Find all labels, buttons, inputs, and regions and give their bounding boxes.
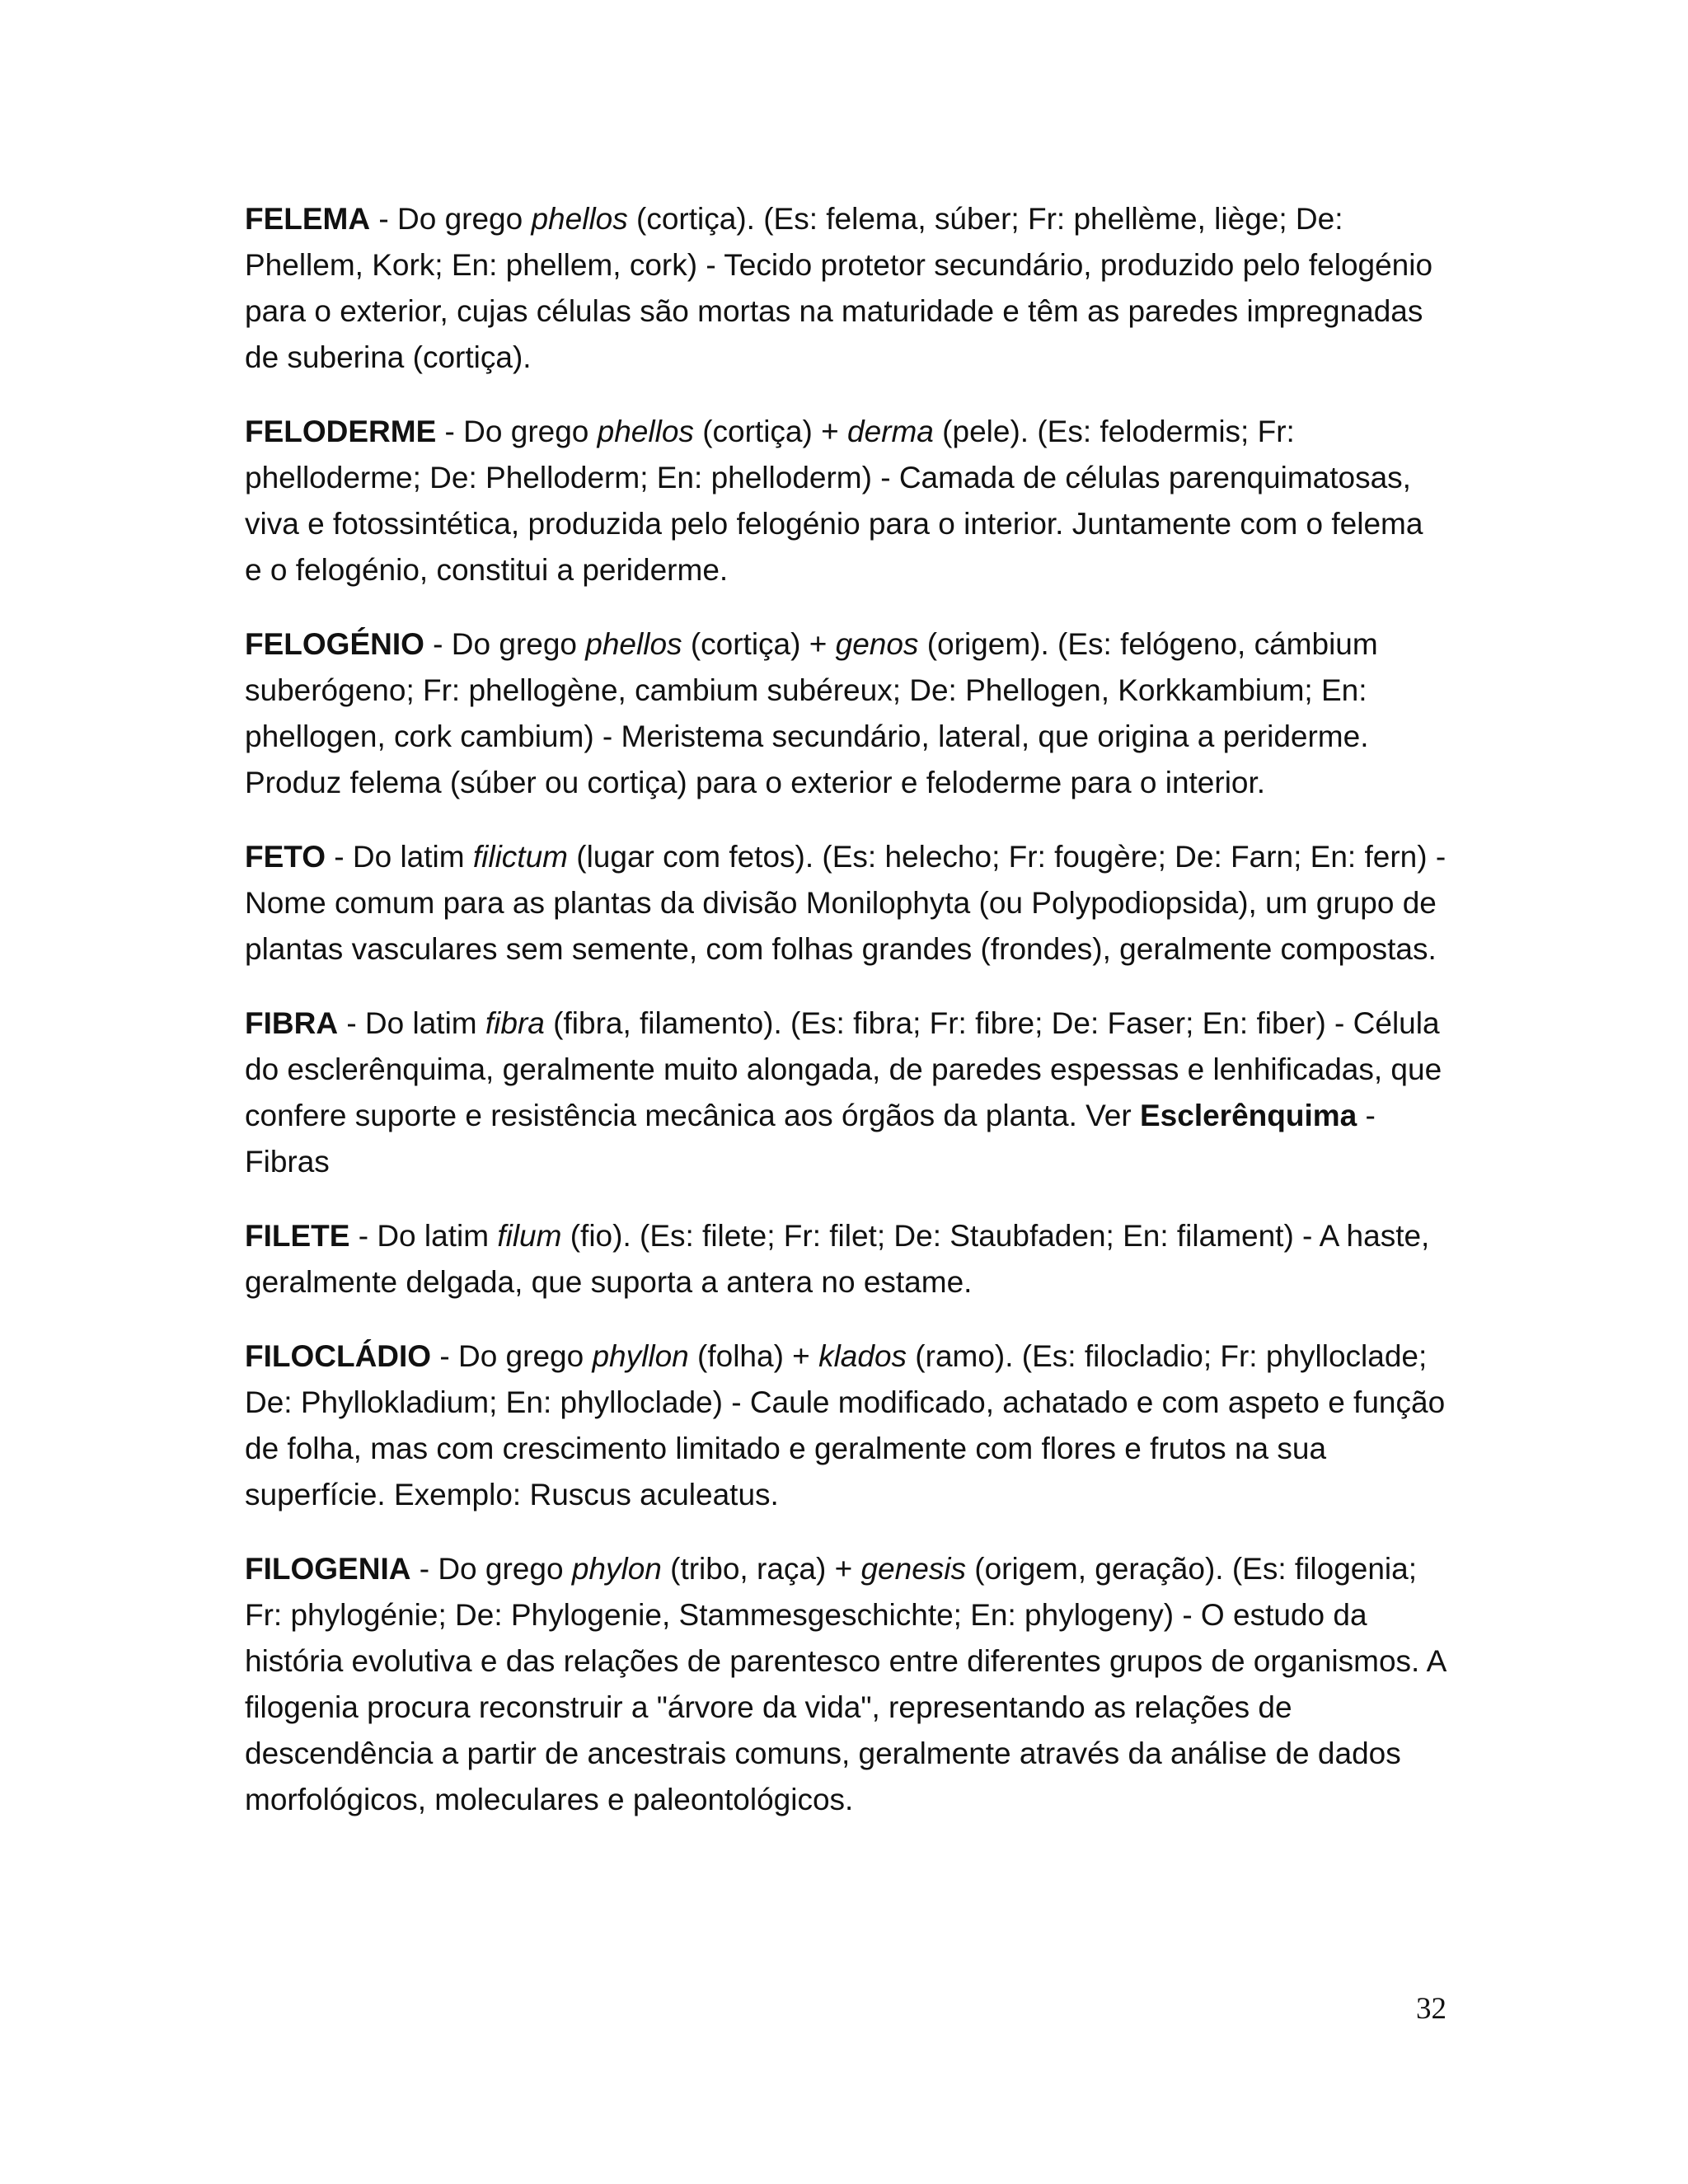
entry-text: (fibra, filamento). (Es: fibra; Fr: fibre; De: Faser; En: fiber) - Célula do esclerênquima, geralmente muito alongada, de paredes espessas e lenhificadas, que confere suporte e resistência mecânica aos órgãos da planta. Ver: [245, 1006, 1442, 1132]
entry-text: (origem). (Es: felógeno, cámbium suberógeno; Fr: phellogène, cambium subéreux; De: Phellogen, Korkkambium; En: phellogen, cork cambium) - Meristema secundário, lateral, que origina a periderme. Produz felema (súber ou cortiça) para o exterior e feloderme para o interior.: [245, 627, 1378, 799]
etymology-word: fibra: [485, 1006, 545, 1040]
glossary-entry-filocladio: [245, 1333, 1448, 1518]
etymology-word: filum: [497, 1219, 562, 1253]
glossary-page-content: [245, 196, 1448, 1851]
entry-text: - Do grego: [410, 1552, 572, 1586]
glossary-entry-fibra: [245, 1001, 1448, 1185]
glossary-entry-feto: [245, 834, 1448, 972]
entry-term: FIBRA: [245, 1006, 339, 1040]
entry-text: - Do grego: [424, 627, 586, 661]
entry-text: (ramo). (Es: filocladio; Fr: phylloclade; De: Phyllokladium; En: phylloclade) - Caule modificado, achatado e com aspeto e função de folha, mas com crescimento limitado e geralmente com flores e frutos na sua superfície. Exemplo: Ruscus aculeatus.: [245, 1339, 1446, 1511]
etymology-word: genesis: [860, 1552, 966, 1586]
etymology-word: phellos: [585, 627, 682, 661]
entry-term: FILETE: [245, 1219, 350, 1253]
etymology-word: phellos: [531, 202, 628, 236]
page-number: 32: [1416, 1992, 1447, 2026]
entry-text: - Do grego: [370, 202, 532, 236]
entry-text: - Do grego: [436, 415, 598, 448]
entry-text: (cortiça). (Es: felema, súber; Fr: phellème, liège; De: Phellem, Kork; En: phellem, cork) - Tecido protetor secundário, produzido pelo felogénio para o exterior, cujas células são mortas na maturidade e têm as paredes impregnadas de suberina (cortiça).: [245, 202, 1433, 374]
entry-term: FELEMA: [245, 202, 371, 236]
entry-text: (cortiça) +: [682, 627, 836, 661]
glossary-entry-felema: [245, 196, 1448, 381]
entry-text: - Do latim: [326, 840, 473, 874]
etymology-word: phellos: [597, 415, 694, 448]
entry-text: (origem, geração). (Es: filogenia; Fr: phylogénie; De: Phylogenie, Stammesgeschichte; En: phylogeny) - O estudo da história evolutiva e das relações de parentesco entre diferentes grupos de organismos. A filogenia procura reconstruir a "árvore da vida", representando as relações de descendência a partir de ancestrais comuns, geralmente através da análise de dados morfológicos, moleculares e paleontológicos.: [245, 1552, 1446, 1816]
entry-text: (cortiça) +: [693, 415, 847, 448]
entry-term: FETO: [245, 840, 326, 874]
glossary-entry-filete: [245, 1213, 1448, 1305]
cross-reference: Esclerênquima: [1139, 1099, 1357, 1132]
etymology-word: filictum: [472, 840, 568, 874]
etymology-word: genos: [835, 627, 919, 661]
entry-text: - Do latim: [338, 1006, 485, 1040]
entry-text: (folha) +: [688, 1339, 819, 1373]
glossary-entry-feloderme: [245, 409, 1448, 593]
etymology-word: phylon: [571, 1552, 662, 1586]
entry-text: (tribo, raça) +: [661, 1552, 861, 1586]
entry-text: (pele). (Es: felodermis; Fr: phelloderme; De: Phelloderm; En: phelloderm) - Camada de células parenquimatosas, viva e fotossintética, produzida pelo felogénio para o interior. Juntamente com o felema e o felogénio, constitui a periderme.: [245, 415, 1423, 587]
entry-term: FILOCLÁDIO: [245, 1339, 432, 1373]
entry-term: FELOGÉNIO: [245, 627, 424, 661]
entry-text: - Fibras: [245, 1099, 1376, 1179]
entry-text: - Do latim: [349, 1219, 498, 1253]
entry-text: (fio). (Es: filete; Fr: filet; De: Staubfaden; En: filament) - A haste, geralmente delgada, que suporta a antera no estame.: [245, 1219, 1430, 1299]
glossary-entry-felogenio: [245, 621, 1448, 806]
entry-text: (lugar com fetos). (Es: helecho; Fr: fougère; De: Farn; En: fern) - Nome comum para as plantas da divisão Monilophyta (ou Polypodiopsida), um grupo de plantas vasculares sem semente, com folhas grandes (frondes), geralmente compostas.: [245, 840, 1447, 966]
entry-term: FILOGENIA: [245, 1552, 411, 1586]
etymology-word: phyllon: [592, 1339, 689, 1373]
entry-term: FELODERME: [245, 415, 437, 448]
etymology-word: klados: [818, 1339, 907, 1373]
etymology-word: derma: [847, 415, 934, 448]
glossary-entry-filogenia: [245, 1546, 1448, 1823]
entry-text: - Do grego: [431, 1339, 593, 1373]
